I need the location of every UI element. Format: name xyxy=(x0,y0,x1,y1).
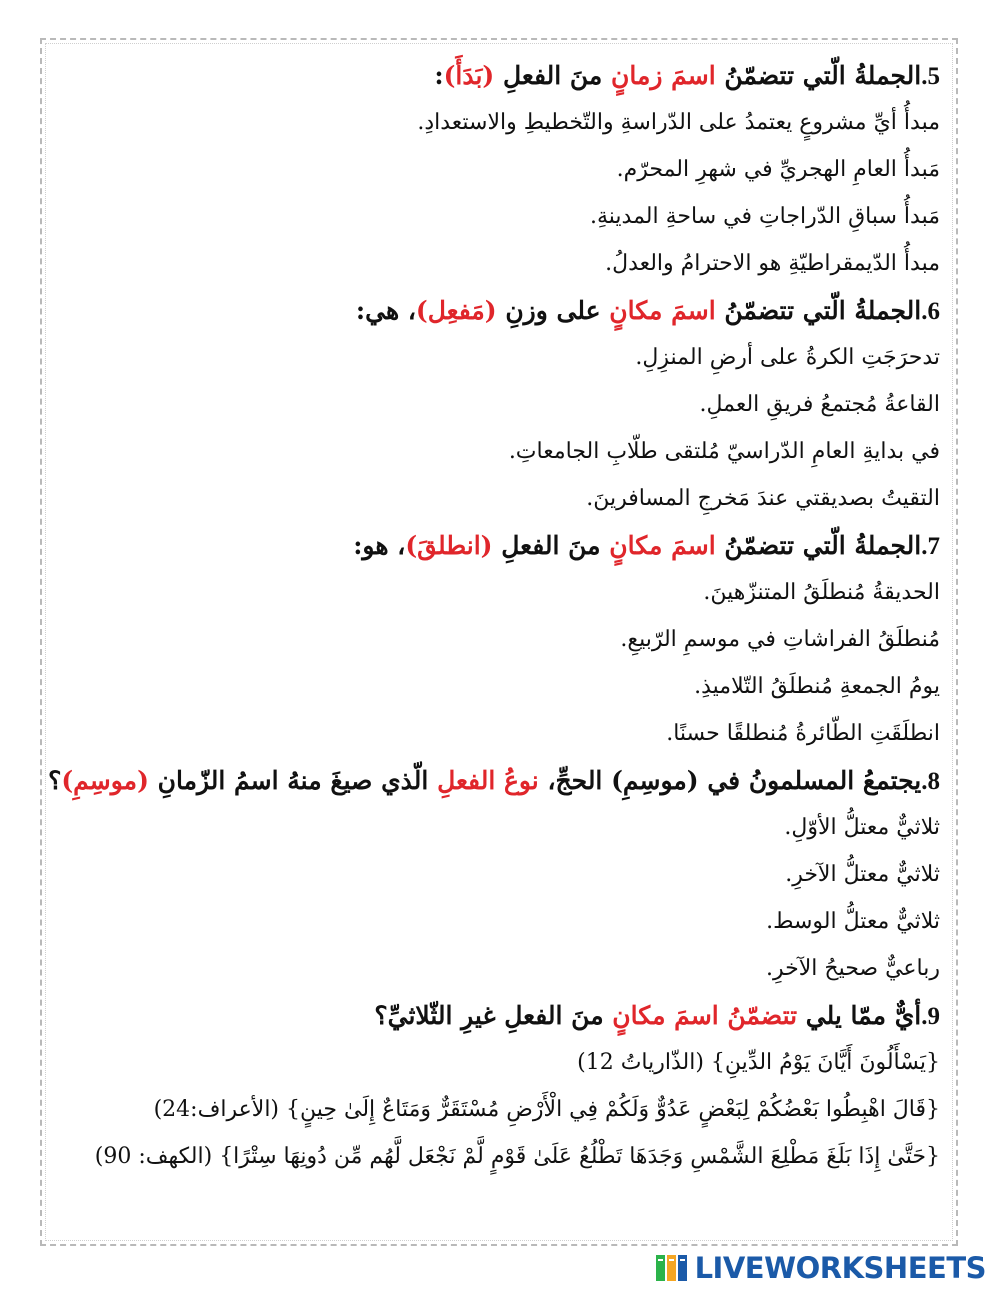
q6-option-1[interactable]: تدحرَجَتِ الكرةُ على أرضِ المنزِلِ. xyxy=(635,345,940,370)
q8-option-4[interactable]: رباعيٌّ صحيحُ الآخرِ. xyxy=(765,956,940,981)
question-6: 6.الجملةُ الّتي تتضمّنُ اسمَ مكانٍ على وزنِ (مَفعِل)، هي: xyxy=(355,296,940,325)
question-9: 9.أيٌّ ممّا يلي تتضمّنُ اسمَ مكانٍ منَ الفعلِ غيرِ الثّلاثيِّ؟ xyxy=(374,1001,940,1030)
q8-option-2[interactable]: ثلاثيٌّ معتلُّ الآخرِ. xyxy=(785,862,940,887)
q9-option-1[interactable]: {يَسْأَلُونَ أَيَّانَ يَوْمُ الدِّينِ} (الذّارياتُ 12) xyxy=(577,1050,940,1075)
q9-option-3[interactable]: {حَتَّىٰ إِذَا بَلَغَ مَطْلِعَ الشَّمْسِ وَجَدَهَا تَطْلُعُ عَلَىٰ قَوْمٍ لَّمْ نَجْعَل لَّهُم مِّن دُونِهَا سِتْرًا} (الكهف: 90) xyxy=(94,1144,940,1169)
q6-option-4[interactable]: التقيتُ بصديقتي عندَ مَخرجِ المسافرينَ. xyxy=(586,486,940,511)
q7-option-2[interactable]: مُنطلَقُ الفراشاتِ في موسمِ الرّبيعِ. xyxy=(620,627,940,652)
question-5: 5.الجملةُ الّتي تتضمّنُ اسمَ زمانٍ منَ الفعلِ (بَدَأَ): xyxy=(434,61,940,90)
q8-option-3[interactable]: ثلاثيٌّ معتلُّ الوسط. xyxy=(766,909,940,934)
q8-option-1[interactable]: ثلاثيٌّ معتلُّ الأوّلِ. xyxy=(784,815,940,840)
liveworksheets-footer[interactable] xyxy=(655,1251,986,1285)
q7-option-3[interactable]: يومُ الجمعةِ مُنطلَقُ التّلاميذِ. xyxy=(694,674,940,699)
worksheet-content xyxy=(48,52,940,1180)
question-8: 8.يجتمعُ المسلمونُ في (موسِمِ) الحجِّ، نوعُ الفعلِ الّذي صيغَ منهُ اسمُ الزّمانِ (موسِمِ)؟ xyxy=(48,766,940,795)
q7-option-4[interactable]: انطلَقَتِ الطّائرةُ مُنطلقًا حسنًا. xyxy=(666,721,940,746)
q5-option-1[interactable]: مبدأُ أيِّ مشروعٍ يعتمدُ على الدّراسةِ والتّخطيطِ والاستعدادِ. xyxy=(417,110,940,135)
q5-option-3[interactable]: مَبدأُ سباقِ الدّراجاتِ في ساحةِ المدينةِ. xyxy=(589,204,940,229)
q6-option-2[interactable]: القاعةُ مُجتمعُ فريقِ العملِ. xyxy=(699,392,940,417)
liveworksheets-logo-text: LIVEWORKSHEETS xyxy=(694,1251,986,1285)
q7-option-1[interactable]: الحديقةُ مُنطلَقُ المتنزّهينَ. xyxy=(703,580,940,605)
q5-option-2[interactable]: مَبدأُ العامِ الهجريِّ في شهرِ المحرّم. xyxy=(616,157,940,182)
liveworksheets-logo-icon xyxy=(655,1253,689,1283)
q6-option-3[interactable]: في بدايةِ العامِ الدّراسيّ مُلتقى طلّابِ الجامعاتِ. xyxy=(508,439,940,464)
q9-option-2[interactable]: {قَالَ اهْبِطُوا بَعْضُكُمْ لِبَعْضٍ عَدُوٌّ وَلَكُمْ فِي الْأَرْضِ مُسْتَقَرٌّ وَمَتَاعٌ إِلَىٰ حِينٍ} (الأعراف:24) xyxy=(153,1097,940,1122)
question-7: 7.الجملةُ الّتي تتضمّنُ اسمَ مكانٍ منَ الفعلِ (انطلقَ)، هو: xyxy=(353,531,940,560)
q5-option-4[interactable]: مبدأُ الدّيمقراطيّةِ هو الاحترامُ والعدلُ. xyxy=(605,251,940,276)
